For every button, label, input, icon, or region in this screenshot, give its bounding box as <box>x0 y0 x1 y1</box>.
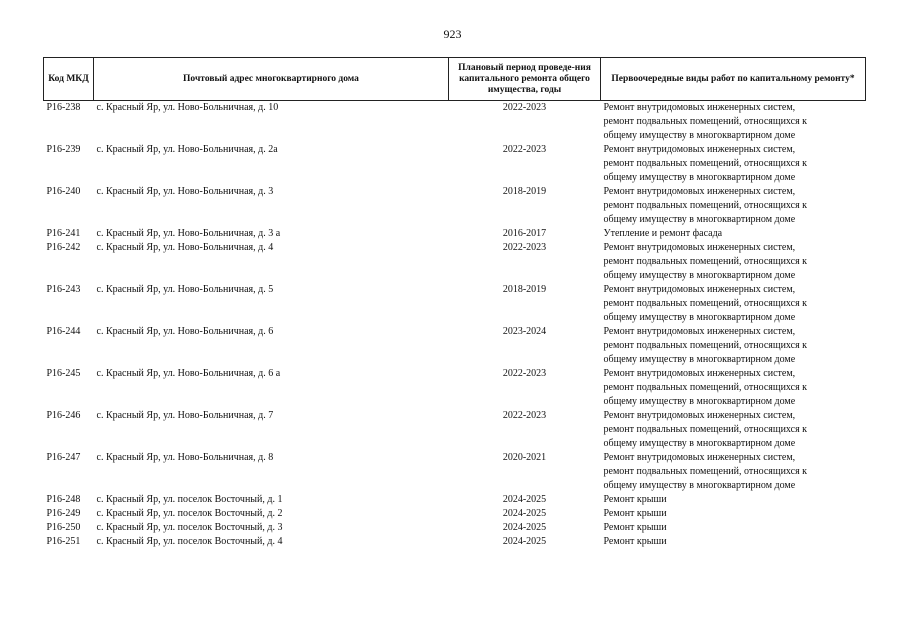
code-cell: Р16-248 <box>46 494 81 505</box>
table-row <box>44 535 866 549</box>
works-line: Ремонт внутридомовых инженерных систем, <box>603 144 796 155</box>
code-cell: Р16-241 <box>46 228 81 239</box>
table-row <box>44 507 866 521</box>
table-row <box>44 325 866 367</box>
works-line: общему имуществу в многоквартирном доме <box>603 480 796 491</box>
period-cell: 2022-2023 <box>502 144 547 155</box>
address-cell: с. Красный Яр, ул. поселок Восточный, д. 1 <box>96 494 283 505</box>
works-line: ремонт подвальных помещений, относящихся к <box>603 256 808 267</box>
works-cell <box>601 283 866 325</box>
period-cell: 2022-2023 <box>502 368 547 379</box>
code-cell: Р16-240 <box>46 186 81 197</box>
works-line: ремонт подвальных помещений, относящихся к <box>603 466 808 477</box>
code-cell: Р16-243 <box>46 284 81 295</box>
works-cell <box>601 185 866 227</box>
period-cell: 2023-2024 <box>502 326 547 337</box>
table-row <box>44 185 866 227</box>
period-cell: 2022-2023 <box>502 242 547 253</box>
header-code: Код МКД <box>44 58 94 101</box>
address-cell: с. Красный Яр, ул. поселок Восточный, д. 3 <box>96 522 283 533</box>
works-line: ремонт подвальных помещений, относящихся к <box>603 116 808 127</box>
works-line: Ремонт внутридомовых инженерных систем, <box>603 452 796 463</box>
works-cell <box>601 367 866 409</box>
period-cell: 2016-2017 <box>502 228 547 239</box>
works-cell <box>601 227 866 241</box>
table-row <box>44 283 866 325</box>
table-row <box>44 367 866 409</box>
code-cell: Р16-247 <box>46 452 81 463</box>
works-line: Ремонт внутридомовых инженерных систем, <box>603 326 796 337</box>
code-cell: Р16-251 <box>46 536 81 547</box>
period-cell: 2022-2023 <box>502 410 547 421</box>
address-cell: с. Красный Яр, ул. Ново-Больничная, д. 10 <box>96 102 279 113</box>
works-cell <box>601 143 866 185</box>
code-cell: Р16-239 <box>46 144 81 155</box>
works-line: Ремонт внутридомовых инженерных систем, <box>603 102 796 113</box>
works-line: общему имуществу в многоквартирном доме <box>603 214 796 225</box>
table-row <box>44 409 866 451</box>
table-row <box>44 101 866 144</box>
period-cell: 2018-2019 <box>502 186 547 197</box>
address-cell: с. Красный Яр, ул. Ново-Больничная, д. 6 <box>96 326 274 337</box>
table-row <box>44 493 866 507</box>
period-cell: 2020-2021 <box>502 452 547 463</box>
period-cell: 2024-2025 <box>502 536 547 547</box>
table-row <box>44 227 866 241</box>
code-cell: Р16-245 <box>46 368 81 379</box>
code-cell: Р16-238 <box>46 102 81 113</box>
works-line: ремонт подвальных помещений, относящихся к <box>603 424 808 435</box>
works-line: общему имуществу в многоквартирном доме <box>603 130 796 141</box>
code-cell: Р16-246 <box>46 410 81 421</box>
code-cell: Р16-244 <box>46 326 81 337</box>
works-line: Ремонт внутридомовых инженерных систем, <box>603 186 796 197</box>
period-cell: 2024-2025 <box>502 522 547 533</box>
works-line: Ремонт внутридомовых инженерных систем, <box>603 410 796 421</box>
works-line: общему имуществу в многоквартирном доме <box>603 270 796 281</box>
works-cell <box>601 507 866 521</box>
address-cell: с. Красный Яр, ул. Ново-Больничная, д. 7 <box>96 410 274 421</box>
works-line: общему имуществу в многоквартирном доме <box>603 172 796 183</box>
works-line: Ремонт крыши <box>603 522 667 533</box>
header-period: Плановый период проведе-ния капитального ремонта общего имущества, годы <box>449 58 601 101</box>
works-cell <box>601 493 866 507</box>
address-cell: с. Красный Яр, ул. Ново-Больничная, д. 4 <box>96 242 274 253</box>
capital-repair-table <box>43 57 866 549</box>
works-line: ремонт подвальных помещений, относящихся к <box>603 200 808 211</box>
works-line: ремонт подвальных помещений, относящихся к <box>603 382 808 393</box>
works-cell <box>601 535 866 549</box>
works-line: Ремонт крыши <box>603 494 667 505</box>
works-line: Утепление и ремонт фасада <box>603 228 723 239</box>
address-cell: с. Красный Яр, ул. Ново-Больничная, д. 3 а <box>96 228 281 239</box>
header-works: Первоочередные виды работ по капитальному ремонту* <box>601 58 866 101</box>
works-line: Ремонт крыши <box>603 536 667 547</box>
period-cell: 2018-2019 <box>502 284 547 295</box>
header-address: Почтовый адрес многоквартирного дома <box>94 58 449 101</box>
period-cell: 2022-2023 <box>502 102 547 113</box>
address-cell: с. Красный Яр, ул. Ново-Больничная, д. 2а <box>96 144 278 155</box>
address-cell: с. Красный Яр, ул. Ново-Больничная, д. 8 <box>96 452 274 463</box>
table-body <box>44 101 866 550</box>
period-cell: 2024-2025 <box>502 508 547 519</box>
code-cell: Р16-242 <box>46 242 81 253</box>
works-line: ремонт подвальных помещений, относящихся к <box>603 340 808 351</box>
table-row <box>44 451 866 493</box>
works-line: ремонт подвальных помещений, относящихся к <box>603 158 808 169</box>
table-row <box>44 241 866 283</box>
page-number: 923 <box>443 27 462 41</box>
works-cell <box>601 325 866 367</box>
table-row <box>44 521 866 535</box>
works-cell <box>601 521 866 535</box>
table-header-row <box>44 58 866 101</box>
works-line: общему имуществу в многоквартирном доме <box>603 438 796 449</box>
address-cell: с. Красный Яр, ул. Ново-Больничная, д. 6 а <box>96 368 281 379</box>
period-cell: 2024-2025 <box>502 494 547 505</box>
works-line: ремонт подвальных помещений, относящихся к <box>603 298 808 309</box>
works-line: общему имуществу в многоквартирном доме <box>603 354 796 365</box>
works-line: общему имуществу в многоквартирном доме <box>603 312 796 323</box>
works-cell <box>601 241 866 283</box>
address-cell: с. Красный Яр, ул. поселок Восточный, д. 2 <box>96 508 283 519</box>
address-cell: с. Красный Яр, ул. Ново-Больничная, д. 3 <box>96 186 274 197</box>
code-cell: Р16-249 <box>46 508 81 519</box>
address-cell: с. Красный Яр, ул. Ново-Больничная, д. 5 <box>96 284 274 295</box>
table-row <box>44 143 866 185</box>
code-cell: Р16-250 <box>46 522 81 533</box>
address-cell: с. Красный Яр, ул. поселок Восточный, д. 4 <box>96 536 283 547</box>
works-line: Ремонт внутридомовых инженерных систем, <box>603 242 796 253</box>
works-cell <box>601 409 866 451</box>
works-line: общему имуществу в многоквартирном доме <box>603 396 796 407</box>
works-line: Ремонт внутридомовых инженерных систем, <box>603 284 796 295</box>
works-cell <box>601 101 866 144</box>
works-line: Ремонт крыши <box>603 508 667 519</box>
works-line: Ремонт внутридомовых инженерных систем, <box>603 368 796 379</box>
works-cell <box>601 451 866 493</box>
